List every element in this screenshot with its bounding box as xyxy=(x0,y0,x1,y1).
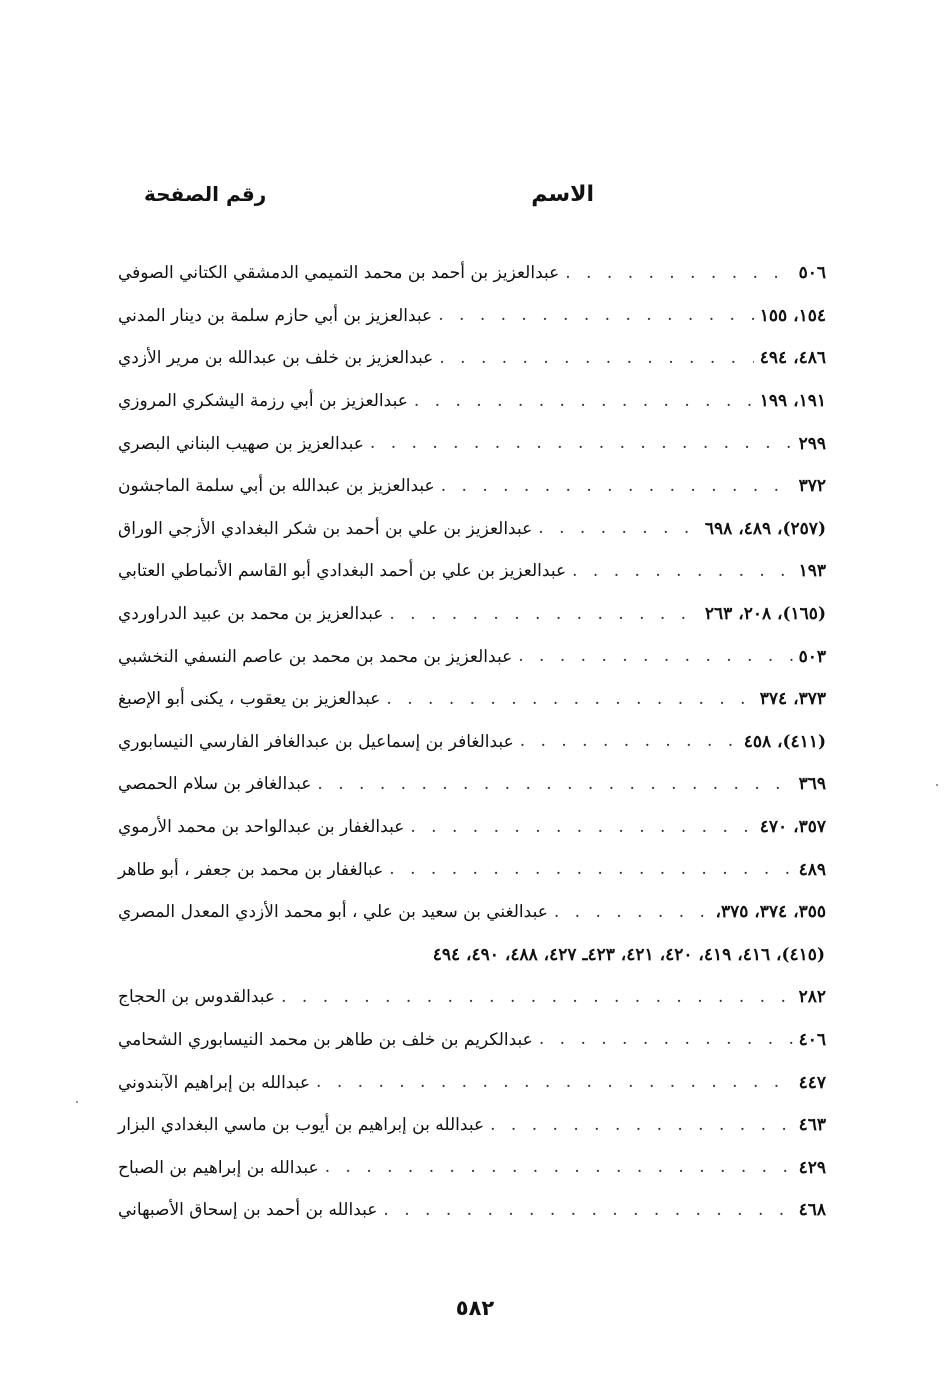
entry-name: عبدالغافر بن إسماعيل بن عبدالغافر الفارسي النيسابوري xyxy=(118,731,514,752)
index-entries xyxy=(118,252,826,1232)
leader-dots xyxy=(325,1159,793,1176)
entry-pages: ٤٦٨ xyxy=(798,1200,826,1221)
leader-dots xyxy=(441,478,793,495)
index-entry xyxy=(118,763,826,806)
index-header xyxy=(120,182,830,222)
index-entry xyxy=(118,678,826,721)
entry-name: عبدالعزيز بن يعقوب ، يكنى أبو الإصبغ xyxy=(118,689,381,710)
leader-dots xyxy=(490,1117,792,1134)
index-entry xyxy=(118,1189,826,1232)
entry-name: عبدالكريم بن خلف بن طاهر بن محمد النيسابوري الشحامي xyxy=(118,1029,533,1050)
entry-name: عبدالعزيز بن أبي رزمة اليشكري المروزي xyxy=(118,391,408,412)
index-entry xyxy=(118,635,826,678)
entry-name: عبدالعزيز بن محمد بن عبيد الدراوردي xyxy=(118,604,384,625)
index-entry xyxy=(118,252,826,295)
page-column-heading: رقم الصفحة xyxy=(144,182,267,206)
leader-dots xyxy=(554,904,710,921)
entry-pages: ١٩١، ١٩٩ xyxy=(759,391,826,412)
entry-pages: ٤٨٩ xyxy=(798,859,826,880)
entry-pages: (١٦٥)، ٢٠٨، ٢٦٣ xyxy=(704,604,826,625)
entry-pages: ٢٨٢ xyxy=(798,987,826,1008)
entry-pages: (٢٥٧)، ٤٨٩، ٦٩٨ xyxy=(704,518,826,539)
entry-name: عبدالعزيز بن أحمد بن محمد التميمي الدمشقي الكتاني الصوفي xyxy=(118,263,560,284)
index-entry-continuation xyxy=(118,934,826,977)
entry-name: عبالغفار بن محمد بن جعفر ، أبو طاهر xyxy=(118,859,384,880)
scan-speck xyxy=(76,1101,78,1103)
entry-pages: ٥٠٦ xyxy=(798,263,826,284)
entry-name: عبدالعزيز بن أبي حازم سلمة بن دينار المدني xyxy=(118,305,433,326)
entry-pages: ٣٧٢ xyxy=(798,476,826,497)
index-entry xyxy=(118,721,826,764)
leader-dots xyxy=(438,307,754,324)
entry-pages: ٢٩٩ xyxy=(798,433,826,454)
entry-pages: ٣٦٩ xyxy=(798,774,826,795)
leader-dots xyxy=(383,1202,792,1219)
leader-dots xyxy=(386,691,753,708)
entry-name: عبدالعزيز بن علي بن أحمد بن شكر البغدادي الأزجي الوراق xyxy=(118,518,533,539)
entry-name: عبدالغافر بن سلام الحمصي xyxy=(118,774,312,795)
entry-name: عبدالعزيز بن عبدالله بن أبي سلمة الماجشون xyxy=(118,476,435,497)
index-entry xyxy=(118,465,826,508)
leader-dots xyxy=(389,606,699,623)
leader-dots xyxy=(539,1031,793,1048)
leader-dots xyxy=(439,350,753,367)
entry-pages: ١٥٤، ١٥٥ xyxy=(759,305,826,326)
leader-dots xyxy=(370,435,793,452)
entry-name: عبدالله بن إبراهيم بن أيوب بن ماسي البغدادي البزار xyxy=(118,1115,485,1136)
leader-dots xyxy=(316,1074,793,1091)
index-entry xyxy=(118,1104,826,1147)
index-entry xyxy=(118,295,826,338)
name-column-heading: الاسم xyxy=(531,182,594,207)
entry-pages: ٥٠٣ xyxy=(798,646,826,667)
leader-dots xyxy=(410,819,753,836)
index-entry xyxy=(118,337,826,380)
entry-name: عبدالغني بن سعيد بن علي ، أبو محمد الأزدي المعدل المصري xyxy=(118,902,548,923)
index-entry xyxy=(118,593,826,636)
index-entry xyxy=(118,422,826,465)
leader-dots xyxy=(518,648,792,665)
entry-pages: ٤٢٩ xyxy=(798,1157,826,1178)
entry-pages: ٤٦٣ xyxy=(798,1115,826,1136)
index-entry xyxy=(118,848,826,891)
index-entry xyxy=(118,976,826,1019)
entry-name: عبدالله بن إبراهيم بن الصباح xyxy=(118,1157,319,1178)
leader-dots xyxy=(389,861,792,878)
leader-dots xyxy=(520,733,738,750)
entry-pages: (٤١١)، ٤٥٨ xyxy=(743,731,826,752)
leader-dots xyxy=(565,265,792,282)
leader-dots xyxy=(414,393,754,410)
entry-pages: ٤٠٦ xyxy=(798,1029,826,1050)
entry-pages: ٣٥٥، ٣٧٤، ٣٧٥، xyxy=(715,902,826,923)
entry-pages: ٣٧٣، ٣٧٤ xyxy=(759,689,826,710)
index-entry xyxy=(118,550,826,593)
index-entry xyxy=(118,380,826,423)
leader-dots xyxy=(317,776,792,793)
entry-name: عبدالعزيز بن علي بن أحمد البغدادي أبو القاسم الأنماطي العتابي xyxy=(118,561,567,582)
entry-name: عبدالغفار بن عبدالواحد بن محمد الأرموي xyxy=(118,817,405,838)
entry-name: عبدالعزيز بن محمد بن محمد بن عاصم النسفي النخشبي xyxy=(118,646,513,667)
index-entry xyxy=(118,806,826,849)
index-entry xyxy=(118,508,826,551)
index-entry xyxy=(118,1146,826,1189)
entry-name: عبدالقدوس بن الحجاج xyxy=(118,987,276,1008)
entry-name: عبدالعزيز بن خلف بن عبدالله بن مرير الأزدي xyxy=(118,348,434,369)
entry-name: عبدالله بن إبراهيم الآبندوني xyxy=(118,1072,311,1093)
entry-pages: ٤٨٦، ٤٩٤ xyxy=(759,348,826,369)
index-entry xyxy=(118,1061,826,1104)
scan-speck xyxy=(936,784,938,786)
index-entry xyxy=(118,891,826,934)
entry-name: عبدالعزيز بن صهيب البناني البصري xyxy=(118,433,364,454)
index-entry xyxy=(118,1019,826,1062)
leader-dots xyxy=(538,520,699,537)
entry-pages-continuation: (٤١٥)، ٤١٦، ٤١٩، ٤٢٠، ٤٢١، ٤٢٣ـ ٤٢٧، ٤٨٨، ٤٩٠، ٤٩٤ xyxy=(432,944,825,965)
entry-pages: ٤٤٧ xyxy=(798,1072,826,1093)
entry-pages: ٣٥٧، ٤٧٠ xyxy=(759,817,826,838)
leader-dots xyxy=(572,563,792,580)
entry-pages: ١٩٣ xyxy=(798,561,826,582)
page-number: ٥٨٢ xyxy=(455,1296,495,1320)
leader-dots xyxy=(281,989,793,1006)
entry-name: عبدالله بن أحمد بن إسحاق الأصبهاني xyxy=(118,1200,378,1221)
